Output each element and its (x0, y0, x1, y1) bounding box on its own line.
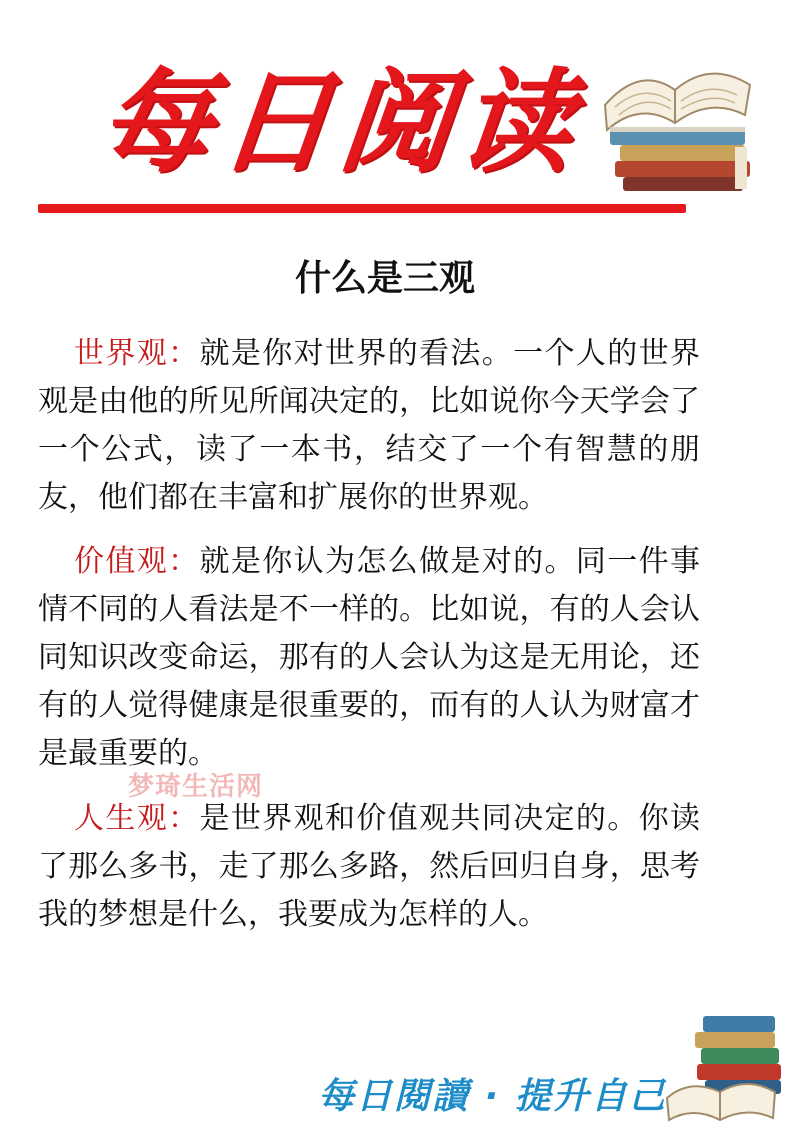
paragraph-values (38, 538, 700, 778)
paragraph-text: 就是你认为怎么做是对的。同一件事情不同的人看法是不一样的。比如说，有的人会认同知识改变命运，那有的人会认为这是无用论，还有的人觉得健康是很重要的，而有的人认为财富才是最重要的。 (38, 544, 701, 771)
paragraph-text: 就是你对世界的看法。一个人的世界观是由他的所见所闻决定的，比如说你今天学会了一个公式，读了一本书，结交了一个有智慧的朋友，他们都在丰富和扩展你的世界观。 (38, 336, 701, 515)
page-header-title: 每日阅读 (93, 58, 587, 188)
book-stack-icon (585, 35, 765, 195)
paragraph-text: 是世界观和价值观共同决定的。你读了那么多书，走了那么多路，然后回归自身，思考我的梦想是什么，我要成为怎样的人。 (38, 801, 701, 932)
term-label: 世界观： (74, 336, 200, 371)
term-label: 人生观： (74, 801, 200, 836)
term-label: 价值观： (74, 544, 200, 579)
paragraph-worldview (38, 330, 700, 522)
paragraph-outlook-on-life (38, 795, 700, 939)
footer-slogan: 每日閱讀 · 提升自己 (318, 1076, 667, 1117)
header-divider (38, 204, 686, 213)
book-stack-icon (665, 1008, 790, 1123)
article-title: 什么是三观 (294, 258, 475, 299)
watermark: 梦琦生活网 (128, 772, 264, 802)
